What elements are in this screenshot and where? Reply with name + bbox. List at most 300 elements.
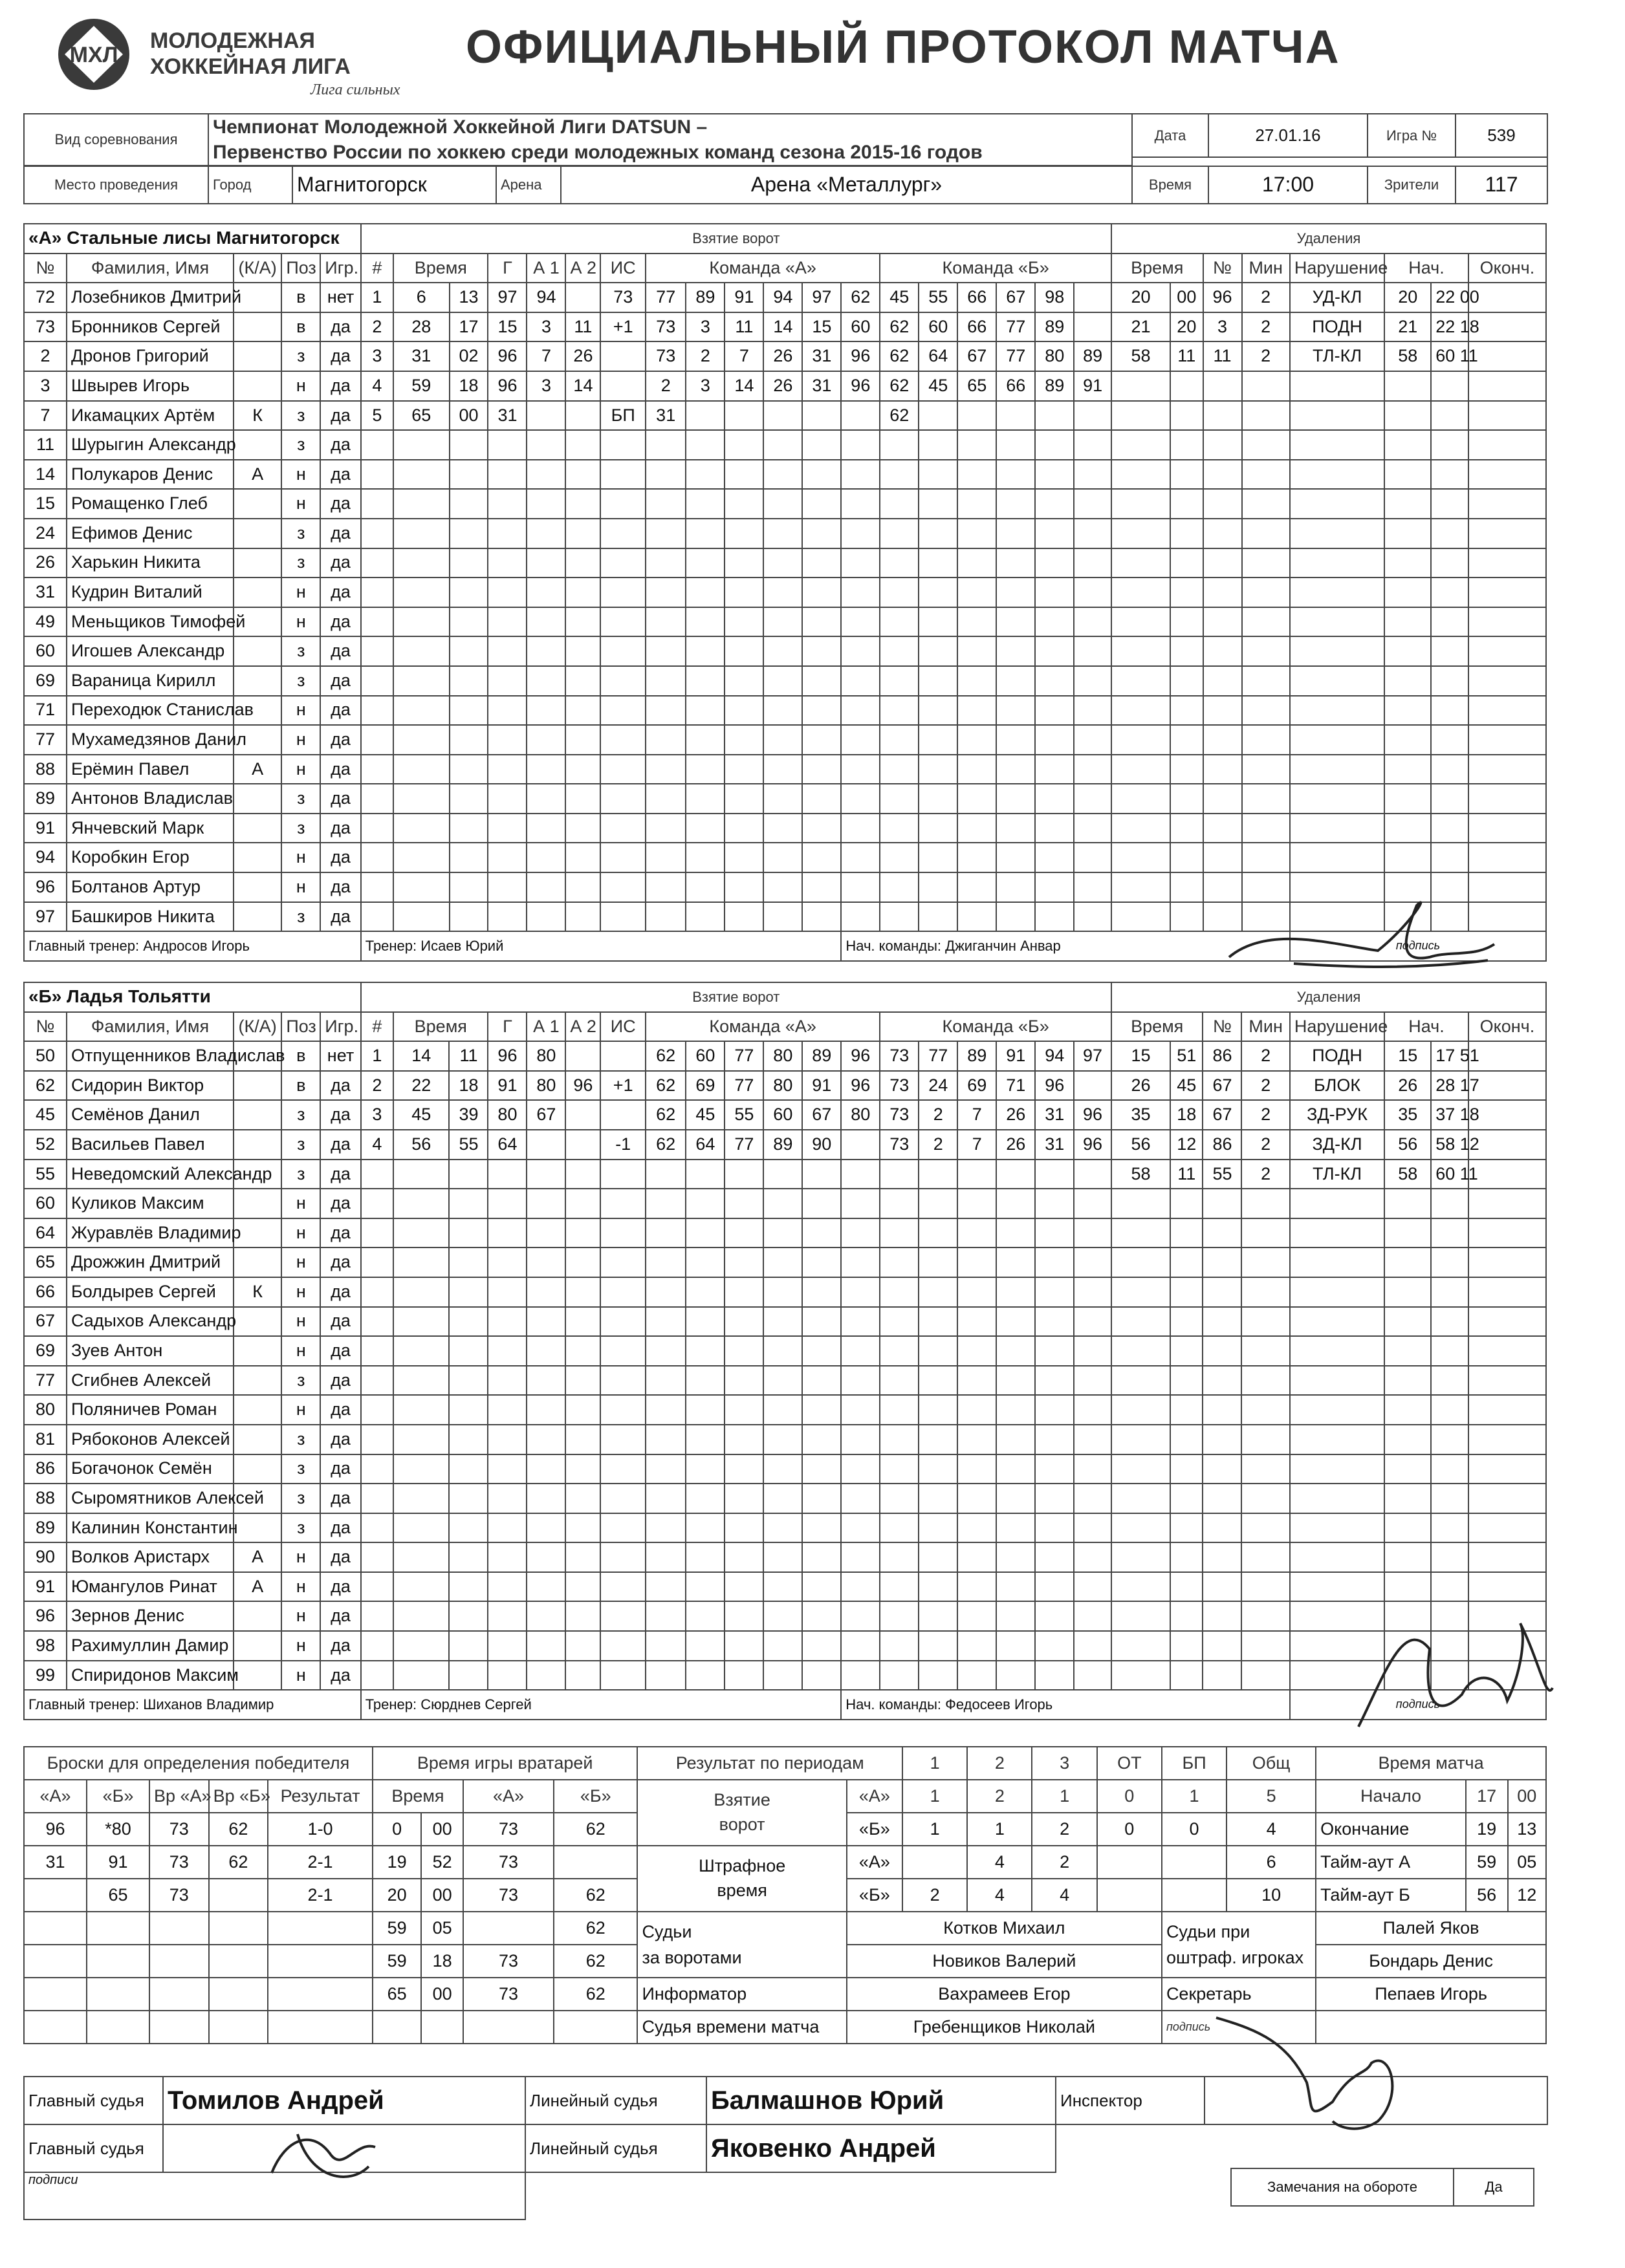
goal-cell <box>600 1218 646 1248</box>
penalty-cell: 21 <box>1384 312 1431 342</box>
goal-cell: 96 <box>841 1041 880 1071</box>
penalty-cell <box>1290 843 1384 872</box>
goal-cell: 96 <box>841 371 880 401</box>
player-name: Рахимуллин Дамир <box>67 1631 234 1661</box>
goal-cell <box>841 666 880 696</box>
goal-cell: 62 <box>646 1100 686 1130</box>
goal-cell: 1 <box>361 1041 393 1071</box>
goal-cell <box>996 1218 1035 1248</box>
penalty-cell <box>1468 1218 1546 1248</box>
penalty-cell <box>1111 430 1170 460</box>
goal-cell <box>565 283 600 312</box>
goal-cell <box>646 666 686 696</box>
goal-cell: 96 <box>1074 1130 1111 1160</box>
goal-cell <box>763 1307 802 1337</box>
penalty-cell <box>1111 814 1170 843</box>
penalty-cell <box>1203 1631 1241 1661</box>
penalty-cell <box>1241 1247 1289 1277</box>
penalty-end-min <box>1431 1041 1479 1071</box>
goal-cell <box>919 1160 957 1189</box>
penalty-cell: ТЛ-КЛ <box>1290 1160 1384 1189</box>
logo-line2: ХОККЕЙНАЯ ЛИГА <box>150 54 351 79</box>
player-role <box>234 519 281 548</box>
penalty-cell: 11 <box>1170 1160 1203 1189</box>
goal-cell <box>957 1454 996 1484</box>
goal-cell <box>919 666 957 696</box>
goal-cell <box>565 519 600 548</box>
player-name: Лозебников Дмитрий <box>67 283 234 312</box>
goal-cell: 91 <box>996 1041 1035 1071</box>
goal-cell: 45 <box>880 283 919 312</box>
goal-cell: 91 <box>488 1071 527 1101</box>
goal-cell <box>393 1572 449 1602</box>
goal-cell <box>802 755 841 784</box>
coach-name: Сюрднев Сергей <box>420 1696 532 1712</box>
goal-cell <box>957 578 996 607</box>
penalty-cell <box>1241 1189 1289 1218</box>
penalty-cell <box>1111 1631 1170 1661</box>
goal-cell <box>763 1631 802 1661</box>
player-played: да <box>320 636 360 666</box>
goal-judge-1: Котков Михаил <box>847 1912 1162 1945</box>
player-role <box>234 1189 281 1218</box>
goal-cell <box>361 1572 393 1602</box>
goal-cell <box>763 843 802 872</box>
goal-cell <box>996 1631 1035 1661</box>
gk-cell: 65 <box>373 1978 421 2011</box>
player-name: Калинин Константин <box>67 1513 234 1543</box>
player-role <box>234 636 281 666</box>
goal-cell <box>1074 725 1111 755</box>
penalty-cell <box>1431 1366 1468 1396</box>
penalty-cell <box>1468 1484 1546 1513</box>
penalty-cell <box>1431 696 1468 726</box>
goal-cell <box>393 1513 449 1543</box>
player-position: з <box>281 1130 320 1160</box>
penalty-cell <box>1170 1454 1203 1484</box>
player-name: Переходюк Станислав <box>67 696 234 726</box>
penalty-cell <box>1384 1542 1431 1572</box>
goal-cell <box>449 1661 488 1690</box>
goal-cell: 55 <box>725 1100 763 1130</box>
goal-cell <box>361 1189 393 1218</box>
goal-cell: 22 <box>393 1071 449 1101</box>
penalty-cell <box>1203 401 1242 431</box>
so-cell: 73 <box>149 1813 209 1846</box>
goal-cell <box>393 1454 449 1484</box>
goal-cell <box>686 636 725 666</box>
player-position: з <box>281 1454 320 1484</box>
penalty-cell <box>1203 696 1242 726</box>
goal-cell <box>802 1189 841 1218</box>
penalty-end-min-val: 22 <box>1435 316 1456 336</box>
penalty-cell <box>1468 1454 1546 1484</box>
goal-cell <box>393 636 449 666</box>
goal-cell <box>841 430 880 460</box>
goal-cell <box>600 1160 646 1189</box>
goal-cell <box>919 430 957 460</box>
player-position: з <box>281 784 320 814</box>
player-number: 31 <box>24 578 67 607</box>
penalty-cell <box>1384 519 1431 548</box>
goal-cell <box>393 1189 449 1218</box>
penalty-cell <box>1468 460 1546 490</box>
goal-cell: 15 <box>802 312 841 342</box>
goal-cell <box>763 636 802 666</box>
player-name: Шурыгин Александр <box>67 430 234 460</box>
so-cell: 1-0 <box>268 1813 373 1846</box>
goal-cell <box>565 489 600 519</box>
goal-cell <box>880 430 919 460</box>
penalty-cell: 45 <box>1170 1071 1203 1101</box>
player-number: 67 <box>24 1307 67 1337</box>
goal-cell <box>449 1218 488 1248</box>
goal-cell <box>565 636 600 666</box>
goal-cell <box>565 430 600 460</box>
goal-cell <box>880 1484 919 1513</box>
col-situation: ИС <box>600 254 646 283</box>
goal-cell <box>565 725 600 755</box>
penalty-end-sec: 11 <box>1459 1163 1478 1183</box>
goal-cell <box>957 1425 996 1454</box>
goal-cell <box>763 1247 802 1277</box>
goal-cell <box>686 1395 725 1425</box>
goal-cell <box>725 902 763 932</box>
goal-cell <box>488 902 527 932</box>
goal-cell <box>488 1366 527 1396</box>
player-played: да <box>320 607 360 637</box>
goal-cell <box>1074 401 1111 431</box>
penalty-cell <box>1290 1513 1384 1543</box>
goal-cell <box>763 1189 802 1218</box>
goal-cell <box>957 1218 996 1248</box>
goal-cell <box>802 1395 841 1425</box>
goal-cell <box>646 1395 686 1425</box>
goal-cell <box>996 519 1035 548</box>
penalty-cell <box>1111 636 1170 666</box>
penalty-cell <box>1203 1366 1241 1396</box>
col-played: Игр. <box>320 1012 360 1042</box>
pen-b-label: «Б» <box>847 1879 902 1912</box>
player-row <box>24 1631 1546 1661</box>
player-row <box>24 1100 1546 1130</box>
penalty-cell <box>1431 1484 1468 1513</box>
player-row <box>24 1247 1546 1277</box>
goal-cell <box>957 814 996 843</box>
goal-cell <box>957 1189 996 1218</box>
goal-cell <box>527 1247 565 1277</box>
goal-cell: 91 <box>1074 371 1111 401</box>
spect-value: 117 <box>1456 166 1547 204</box>
goal-cell: 89 <box>1035 312 1074 342</box>
goal-cell <box>393 696 449 726</box>
player-role <box>234 1631 281 1661</box>
goal-cell: 96 <box>565 1071 600 1101</box>
so-cell: 91 <box>87 1846 149 1879</box>
league-logo <box>52 14 401 98</box>
goal-cell <box>841 578 880 607</box>
col-pen-start: Нач. <box>1384 254 1468 283</box>
goals-title: Взятие ворот <box>361 224 1111 254</box>
penalty-cell <box>1468 1425 1546 1454</box>
gk-cell: 73 <box>463 1879 554 1912</box>
penalty-cell <box>1384 1336 1431 1366</box>
goal-cell: 24 <box>919 1071 957 1101</box>
player-number: 81 <box>24 1425 67 1454</box>
gk-cell: 73 <box>463 1846 554 1879</box>
goal-cell <box>996 1189 1035 1218</box>
goal-cell: 97 <box>488 283 527 312</box>
goal-cell: 90 <box>802 1130 841 1160</box>
goal-cell <box>646 460 686 490</box>
goal-cell <box>646 1189 686 1218</box>
so-cell: 31 <box>24 1846 87 1879</box>
player-name: Игошев Александр <box>67 636 234 666</box>
goal-cell <box>763 725 802 755</box>
col-num: № <box>24 1012 67 1042</box>
goal-cell <box>996 1395 1035 1425</box>
player-role <box>234 341 281 371</box>
goal-cell: 66 <box>957 283 996 312</box>
goal-cell <box>600 1425 646 1454</box>
goal-cell <box>565 666 600 696</box>
goals-b-ot: 0 <box>1097 1813 1162 1846</box>
main-ref-label-1: Главный судья <box>24 2077 163 2124</box>
goal-cell <box>686 1160 725 1189</box>
goal-cell <box>361 1425 393 1454</box>
goal-cell <box>600 578 646 607</box>
goal-cell <box>725 872 763 902</box>
pen-a-label: «А» <box>847 1846 902 1879</box>
penalty-cell: 86 <box>1203 1130 1241 1160</box>
goal-cell <box>565 1130 600 1160</box>
penalty-cell <box>1241 1218 1289 1248</box>
so-cell: 73 <box>149 1879 209 1912</box>
penalty-cell <box>1468 1041 1546 1071</box>
penalty-cell <box>1111 1395 1170 1425</box>
goal-cell <box>600 725 646 755</box>
goal-cell <box>957 1247 996 1277</box>
goal-cell <box>488 548 527 578</box>
goal-cell <box>1035 401 1074 431</box>
col-pos: Поз <box>281 1012 320 1042</box>
goal-cell: 26 <box>565 341 600 371</box>
goal-cell <box>1074 1218 1111 1248</box>
goal-cell: 73 <box>880 1100 919 1130</box>
goal-cell <box>361 843 393 872</box>
player-role <box>234 1218 281 1248</box>
player-number: 64 <box>24 1218 67 1248</box>
goal-cell <box>725 1572 763 1602</box>
goal-cell <box>361 489 393 519</box>
goal-cell: 45 <box>686 1100 725 1130</box>
player-position: з <box>281 814 320 843</box>
penalty-cell <box>1468 843 1546 872</box>
player-name: Антонов Владислав <box>67 784 234 814</box>
goal-cell <box>600 489 646 519</box>
gk-cell: 05 <box>421 1912 463 1945</box>
signatures-caption: подписи <box>24 2172 525 2219</box>
goal-cell <box>919 1189 957 1218</box>
signature-ref <box>259 2115 388 2192</box>
pen-b-p3: 4 <box>1032 1879 1096 1912</box>
goal-cell <box>1035 1572 1074 1602</box>
goal-cell <box>449 1395 488 1425</box>
penalty-cell <box>1431 489 1468 519</box>
goal-cell <box>919 607 957 637</box>
goal-cell <box>449 1572 488 1602</box>
goal-cell <box>802 843 841 872</box>
goal-cell <box>565 1542 600 1572</box>
player-number: 90 <box>24 1542 67 1572</box>
match-time-title: Время матча <box>1316 1747 1546 1780</box>
penalty-cell <box>1431 1542 1468 1572</box>
penalty-cell <box>1431 548 1468 578</box>
player-role <box>234 430 281 460</box>
goal-cell: 77 <box>996 341 1035 371</box>
goal-cell <box>1035 814 1074 843</box>
goal-cell: 64 <box>488 1130 527 1160</box>
goal-cell <box>996 607 1035 637</box>
goal-cell <box>1074 843 1111 872</box>
player-role <box>234 1366 281 1396</box>
player-row <box>24 519 1546 548</box>
col-team-a-on-ice: Команда «А» <box>646 1012 880 1042</box>
goal-cell: 89 <box>1035 371 1074 401</box>
penalty-cell <box>1431 430 1468 460</box>
gk-cell: 62 <box>554 1879 637 1912</box>
goal-cell <box>686 784 725 814</box>
penalty-cell <box>1468 341 1546 371</box>
player-row <box>24 666 1546 696</box>
goal-cell: 89 <box>802 1041 841 1071</box>
player-role: А <box>234 1572 281 1602</box>
penalty-cell <box>1170 1484 1203 1513</box>
player-number: 77 <box>24 725 67 755</box>
gk-cell: 19 <box>373 1846 421 1879</box>
pen-a-total: 6 <box>1227 1846 1316 1879</box>
goal-cell <box>527 1130 565 1160</box>
goal-cell <box>393 1631 449 1661</box>
goal-cell <box>450 784 488 814</box>
player-name: Ефимов Денис <box>67 519 234 548</box>
goal-cell <box>802 666 841 696</box>
penalty-cell <box>1242 814 1290 843</box>
penalty-cell: 2 <box>1241 1130 1289 1160</box>
penalty-end-sec: 00 <box>1459 287 1479 307</box>
goal-cell <box>488 784 527 814</box>
goal-cell: 89 <box>686 283 725 312</box>
goal-cell <box>996 1513 1035 1543</box>
goal-cell <box>880 1160 919 1189</box>
col-team-b-on-ice: Команда «Б» <box>880 1012 1111 1042</box>
goal-cell <box>841 1160 880 1189</box>
penalty-end-min-val: 58 <box>1435 1134 1456 1154</box>
goal-cell <box>488 1336 527 1366</box>
goal-cell <box>1074 1572 1111 1602</box>
goal-cell: 2 <box>919 1100 957 1130</box>
goal-cell <box>1035 725 1074 755</box>
goal-cell <box>1035 696 1074 726</box>
penalty-cell <box>1170 578 1203 607</box>
penalty-end-sec: 12 <box>1459 1134 1479 1154</box>
goal-cell <box>802 636 841 666</box>
goal-cell <box>449 1307 488 1337</box>
goal-cell: 5 <box>361 401 393 431</box>
goal-cell <box>646 1425 686 1454</box>
goal-cell <box>600 1572 646 1602</box>
arena-value: Арена «Металлург» <box>561 166 1132 204</box>
penalty-cell <box>1468 1307 1546 1337</box>
goal-cell <box>919 1484 957 1513</box>
gk-cell: 73 <box>463 1813 554 1846</box>
penalty-cell <box>1111 1601 1170 1631</box>
penalty-cell: БЛОК <box>1290 1071 1384 1101</box>
goal-cell <box>565 1366 600 1396</box>
goal-cell <box>1074 1366 1111 1396</box>
player-row <box>24 1454 1546 1484</box>
player-position: н <box>281 460 320 490</box>
penalty-cell <box>1468 430 1546 460</box>
penalty-cell <box>1468 1513 1546 1543</box>
player-name: Садыхов Александр <box>67 1307 234 1337</box>
goal-cell <box>1035 519 1074 548</box>
goal-cell: 96 <box>488 341 527 371</box>
col-name: Фамилия, Имя <box>67 1012 234 1042</box>
goal-cell <box>646 430 686 460</box>
goal-cell: 64 <box>919 341 957 371</box>
goal-cell <box>565 755 600 784</box>
player-number: 88 <box>24 755 67 784</box>
goal-cell <box>565 784 600 814</box>
goal-cell <box>361 1277 393 1307</box>
so-a-header: «А» <box>24 1780 87 1813</box>
goal-cell <box>393 1366 449 1396</box>
penalty-cell <box>1111 872 1170 902</box>
penalty-cell <box>1468 784 1546 814</box>
goal-cell <box>600 1601 646 1631</box>
goal-cell <box>996 636 1035 666</box>
goal-cell <box>449 1454 488 1484</box>
goal-cell <box>361 460 393 490</box>
player-name: Отпущенников Владислав <box>67 1041 234 1071</box>
player-name: Дрожжин Дмитрий <box>67 1247 234 1277</box>
player-position: в <box>281 283 320 312</box>
goal-cell <box>957 1160 996 1189</box>
goal-cell <box>565 1661 600 1690</box>
player-number: 69 <box>24 1336 67 1366</box>
penalty-cell <box>1111 578 1170 607</box>
penalty-cell <box>1203 1572 1241 1602</box>
gk-cell: 00 <box>421 1978 463 2011</box>
penalty-cell <box>1203 1601 1241 1631</box>
penalty-cell <box>1290 1425 1384 1454</box>
penalty-cell <box>1203 548 1242 578</box>
goal-cell <box>763 519 802 548</box>
col-assist-1: А 1 <box>527 254 565 283</box>
date-label: Дата <box>1132 114 1208 157</box>
goal-cell <box>802 578 841 607</box>
gk-cell: 52 <box>421 1846 463 1879</box>
goal-cell <box>880 1601 919 1631</box>
penalty-cell <box>1241 1277 1289 1307</box>
goal-cell <box>880 843 919 872</box>
so-result-header: Результат <box>268 1780 373 1813</box>
goal-cell <box>802 902 841 932</box>
penalty-cell <box>1111 519 1170 548</box>
penalty-cell <box>1111 1513 1170 1543</box>
penalty-cell <box>1468 1189 1546 1218</box>
